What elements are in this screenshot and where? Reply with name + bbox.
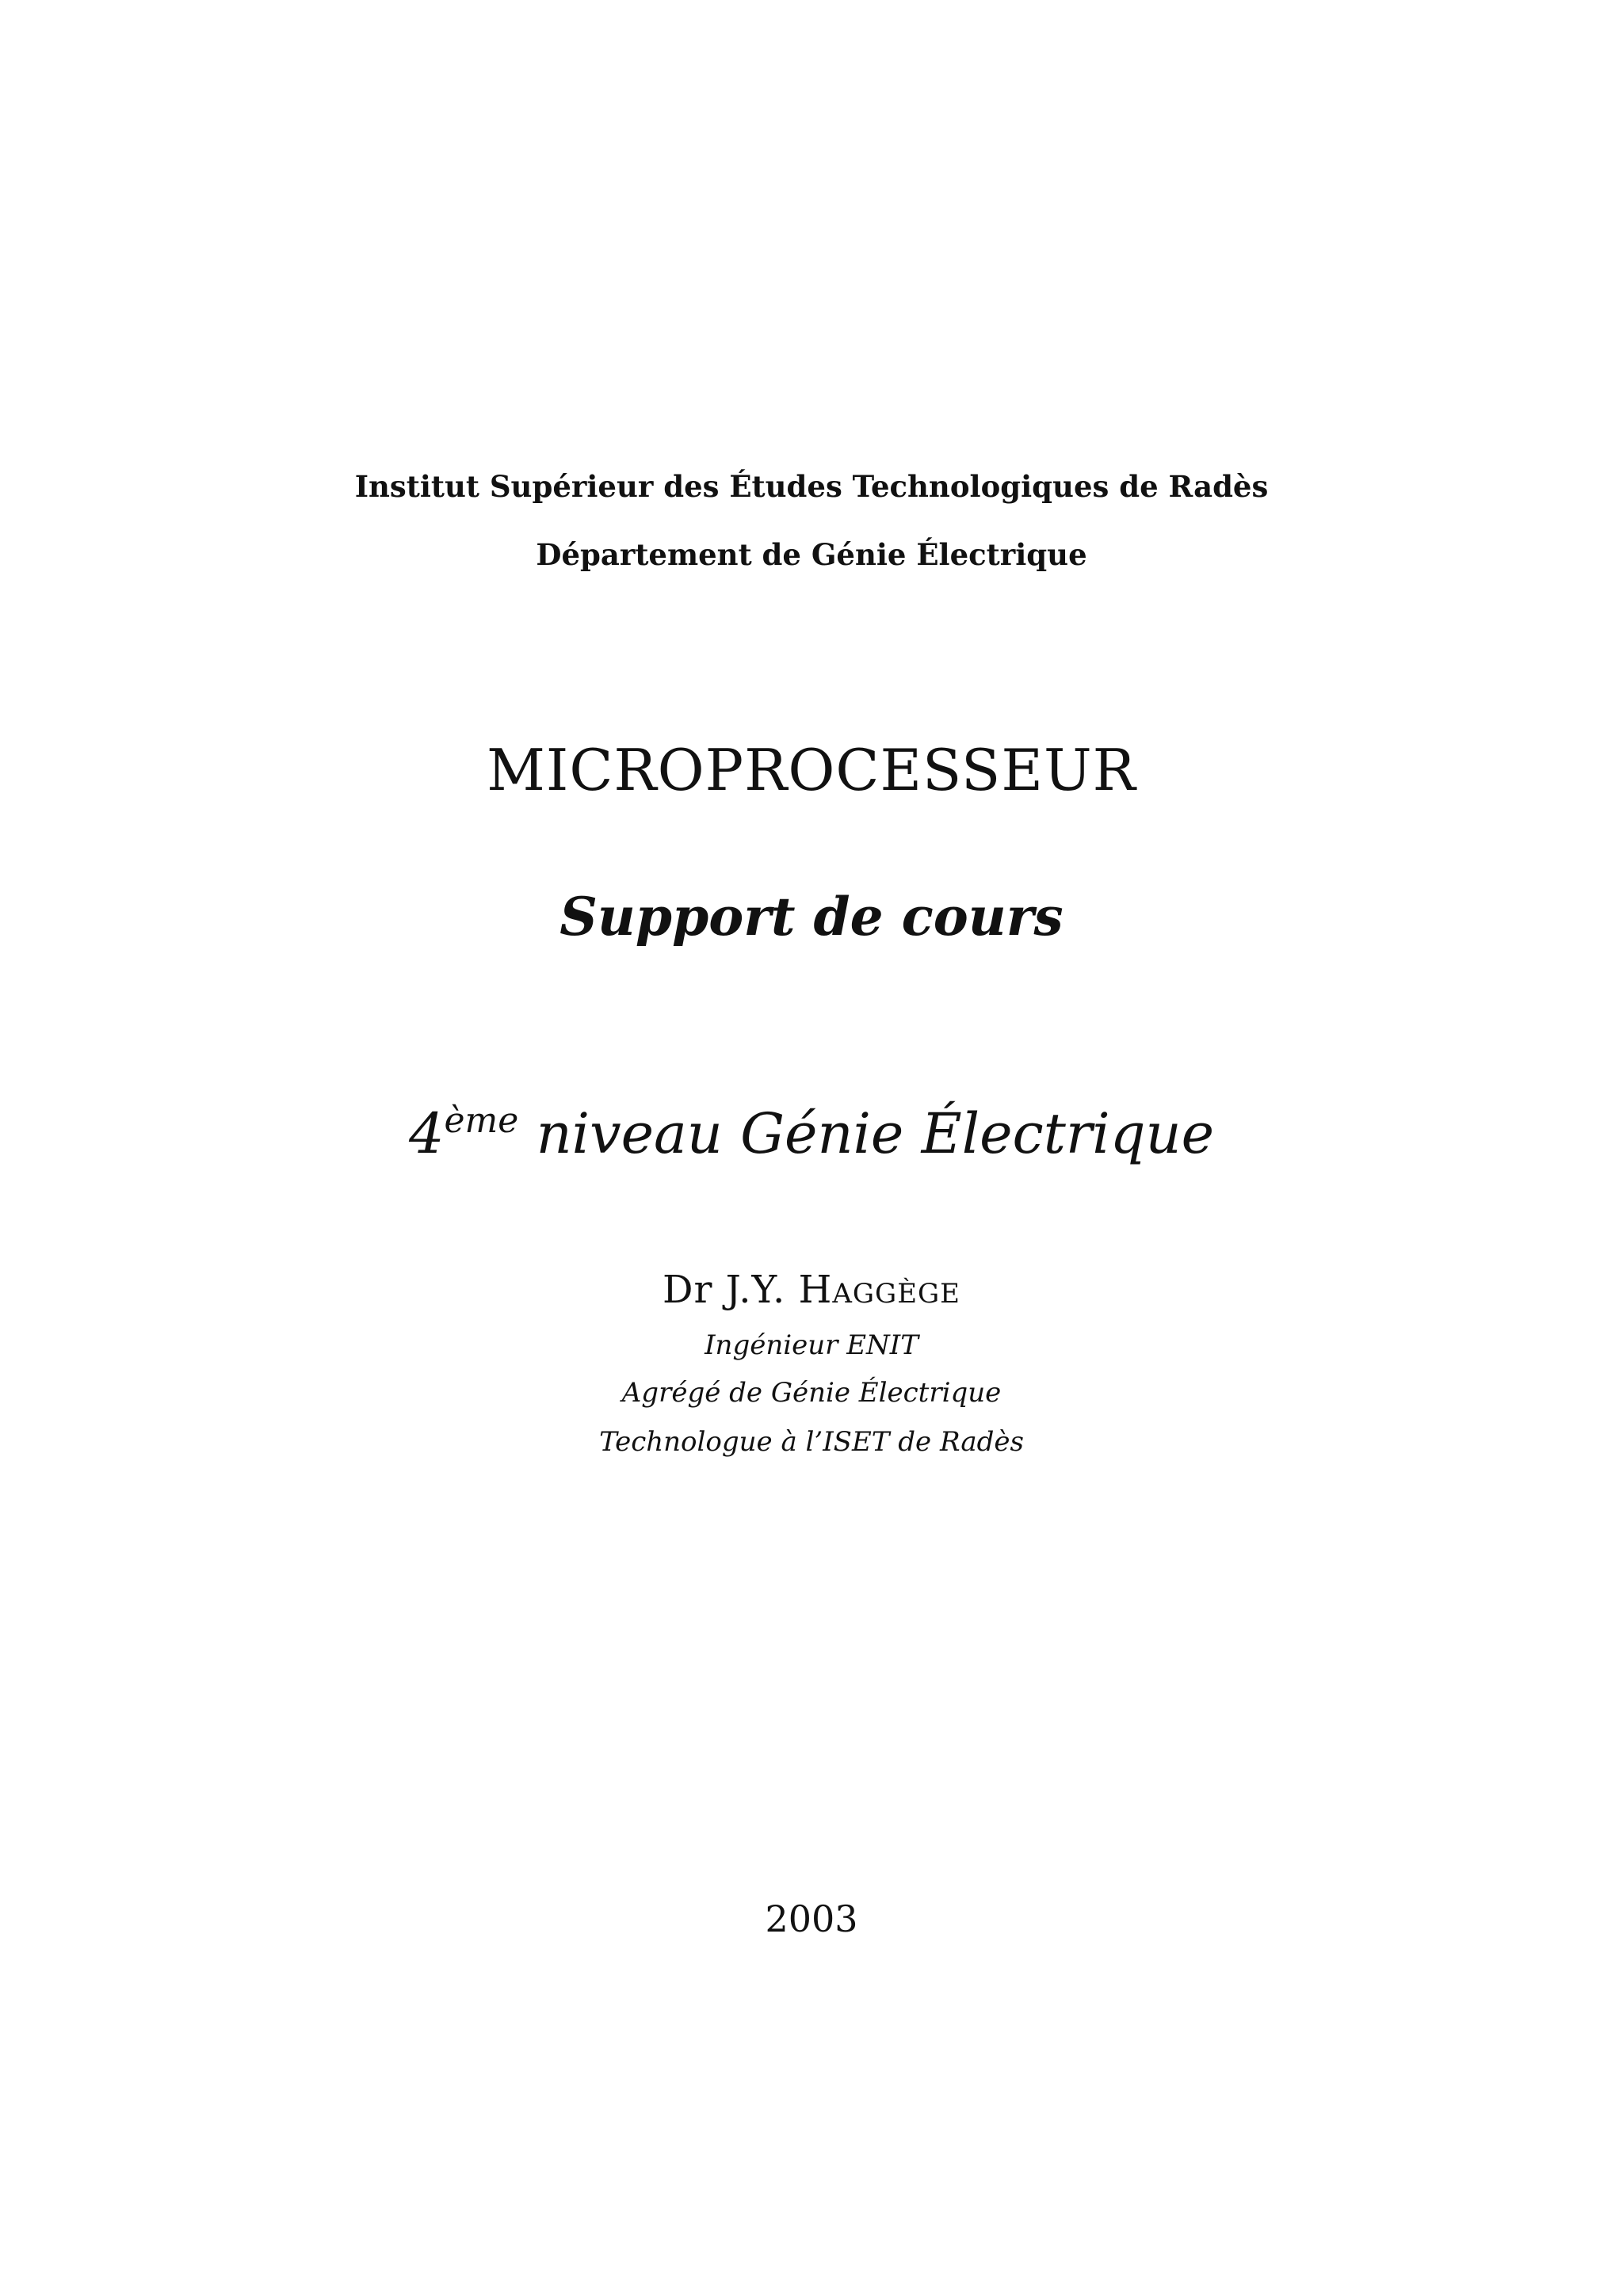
course-level <box>0 1101 1623 1166</box>
document-title: MICROPROCESSEUR <box>487 737 1136 803</box>
author-affiliation: Agrégé de Génie Électrique <box>621 1377 1002 1409</box>
author-prefix: Dr J.Y. <box>662 1268 786 1312</box>
author-name <box>0 1268 1623 1312</box>
publication-year: 2003 <box>765 1897 858 1940</box>
author-affiliation: Technologue à l’ISET de Radès <box>599 1426 1024 1458</box>
level-text: niveau Génie Électrique <box>536 1101 1215 1166</box>
author-surname: Haggège <box>798 1268 961 1312</box>
level-superscript: ème <box>444 1100 519 1141</box>
document-subtitle: Support de cours <box>559 886 1064 948</box>
author-affiliation: Ingénieur ENIT <box>705 1329 918 1361</box>
department-name: Département de Génie Électrique <box>536 537 1087 572</box>
level-number: 4 <box>408 1101 445 1166</box>
institute-name: Institut Supérieur des Études Technologiques de Radès <box>354 469 1269 504</box>
